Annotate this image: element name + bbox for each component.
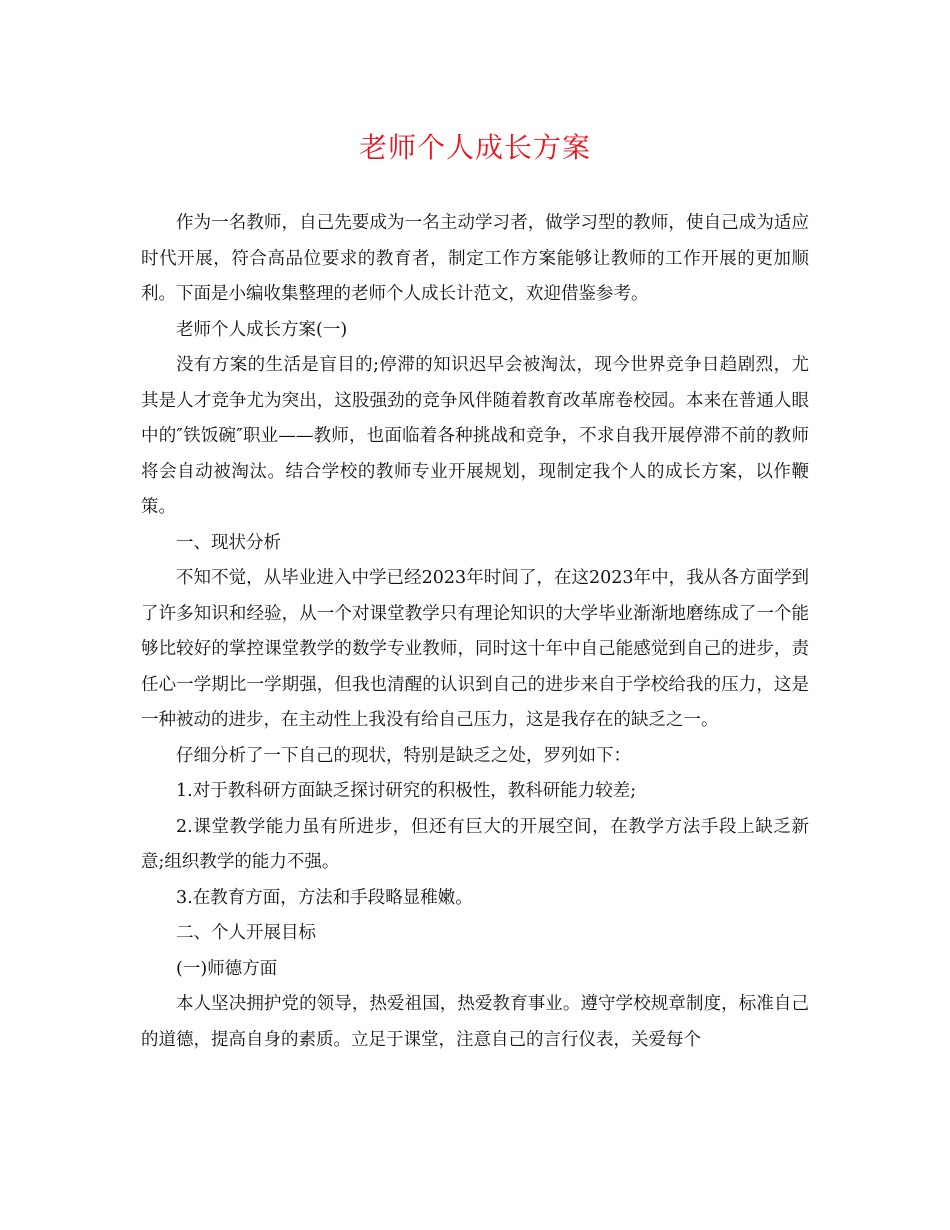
paragraph-plan-one: 没有方案的生活是盲目的;停滞的知识迟早会被淘汰，现今世界竞争日趋剧烈，尤其是人才竞争尤为突出，这股强劲的竞争风伴随着教育改革席卷校园。本来在普通人眼中的″铁饭碗″职业——教师，也面临着各种挑战和竞争，不求自我开展停滞不前的教师将会自动被淘汰。结合学校的教师专业开展规划，现制定我个人的成长方案，以作鞭策。 xyxy=(141,355,809,517)
document-title: 老师个人成长方案 xyxy=(358,131,591,164)
list-item-shortcoming-1: 1.对于教科研方面缺乏探讨研究的积极性，教科研能力较差; xyxy=(176,781,637,801)
subsection-heading-ethics: (一)师德方面 xyxy=(176,958,278,979)
section-heading-status-analysis: 一、现状分析 xyxy=(176,532,281,553)
paragraph-ethics: 本人坚决拥护党的领导，热爱祖国，热爱教育事业。遵守学校规章制度，标准自己的道德，提高自身的素质。立足于课堂，注意自己的言行仪表，关爱每个 xyxy=(141,994,809,1050)
paragraph-intro: 作为一名教师，自己先要成为一名主动学习者，做学习型的教师，使自己成为适应时代开展，符合高品位要求的教育者，制定工作方案能够让教师的工作开展的更加顺利。下面是小编收集整理的老师个人成长计范文，欢迎借鉴参考。 xyxy=(141,213,809,304)
paragraph-status-analysis: 不知不觉，从毕业进入中学已经2023年时间了，在这2023年中，我从各方面学到了许多知识和经验，从一个对课堂教学只有理论知识的大学毕业渐渐地磨练成了一个能够比较好的掌控课堂教学的数学专业教师，同时这十年中自己能感觉到自己的进步，责任心一学期比一学期强，但我也清醒的认识到自己的进步来自于学校给我的压力，这是一种被动的进步，在主动性上我没有给自己压力，这是我存在的缺乏之一。 xyxy=(141,568,809,730)
list-item-shortcoming-3: 3.在教育方面，方法和手段略显稚嫩。 xyxy=(176,887,473,908)
paragraph-shortcomings-intro: 仔细分析了一下自己的现状，特别是缺乏之处，罗列如下： xyxy=(176,745,631,766)
section-heading-goals: 二、个人开展目标 xyxy=(176,923,316,943)
list-item-shortcoming-2: 2.课堂教学能力虽有所进步，但还有巨大的开展空间，在教学方法手段上缺乏新意;组织教学的能力不强。 xyxy=(141,816,809,872)
document-body xyxy=(141,206,809,1058)
section-heading-plan-one: 老师个人成长方案(一) xyxy=(176,319,348,340)
